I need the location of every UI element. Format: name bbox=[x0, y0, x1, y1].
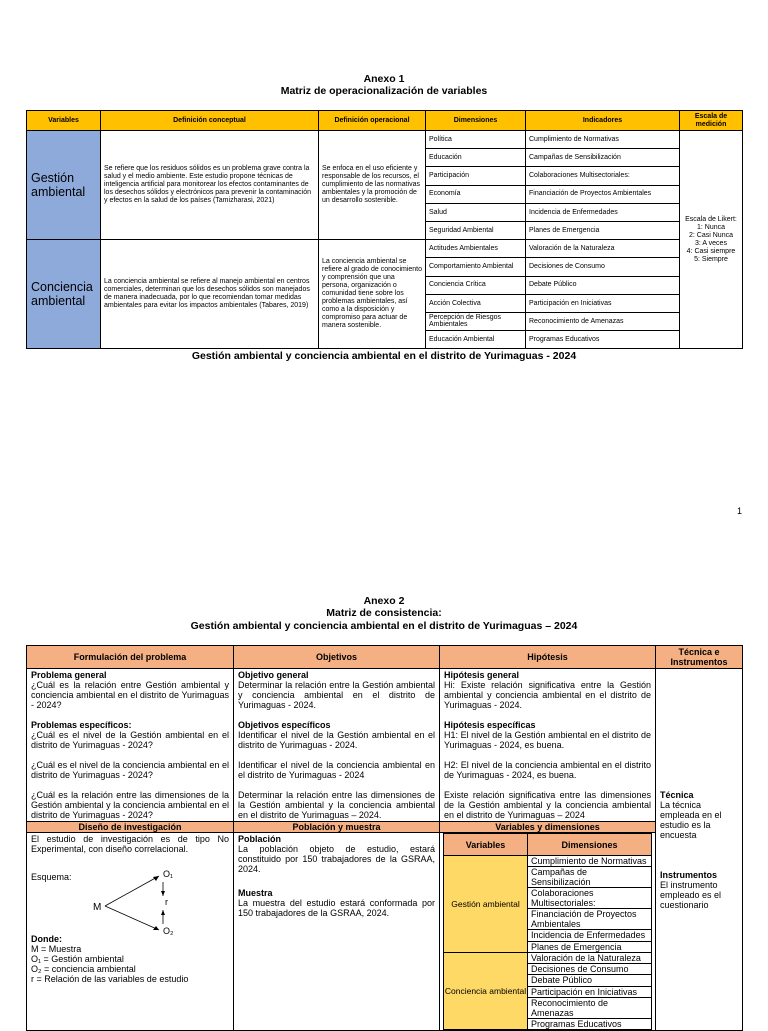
hypothesis-specific: H1: El nivel de la Gestión ambiental en el distrito de Yurimaguas - 2024, es buena. bbox=[444, 730, 651, 750]
hypothesis-specific: H2: El nivel de la conciencia ambiental en el distrito de Yurimaguas - 2024, es buena. bbox=[444, 760, 651, 780]
population-cell bbox=[234, 833, 440, 1031]
technique-text: La técnica empleada en el estudio es la encuesta bbox=[660, 799, 722, 840]
indicator-cell: Valoración de la Naturaleza bbox=[526, 240, 680, 258]
diagram-o2: O₂ bbox=[163, 926, 174, 936]
hypothesis-cell bbox=[440, 669, 656, 822]
problem-general: ¿Cuál es la relación entre Gestión ambiental y conciencia ambiental en el distrito de Yurimaguas - 2024? bbox=[31, 680, 229, 710]
mini-dimension: Financiación de Proyectos Ambientales bbox=[528, 909, 652, 930]
objectives-cell bbox=[234, 669, 440, 822]
legend-line: r = Relación de las variables de estudio bbox=[31, 974, 189, 984]
indicator-cell: Incidencia de Enfermedades bbox=[526, 203, 680, 221]
instruments-text: El instrumento empleado es el cuestionario bbox=[660, 879, 722, 910]
dimension-cell: Economía bbox=[426, 185, 526, 203]
dimension-cell: Actitudes Ambientales bbox=[426, 240, 526, 258]
operational-definition: La conciencia ambiental se refiere al grado de conocimiento y comprensión que una persona, organización o comunidad tiene sobre los problemas ambientales, así como a la disposición y compromiso para actuar de manera sostenible. bbox=[319, 240, 426, 349]
indicator-cell: Colaboraciones Multisectoriales: bbox=[526, 167, 680, 185]
problem-specific: ¿Cuál es la relación entre las dimensiones de la Gestión ambiental y la conciencia ambiental en el distrito de Yurimaguas - 2024? bbox=[31, 790, 229, 820]
header-hypothesis: Hipótesis bbox=[440, 646, 656, 669]
dimension-cell: Política bbox=[426, 131, 526, 149]
scheme-label: Esquema: bbox=[31, 872, 72, 882]
diagram-m: M bbox=[93, 902, 102, 913]
header-objectives: Objetivos bbox=[234, 646, 440, 669]
vardim-cell bbox=[440, 833, 656, 1031]
dimension-cell: Percepción de Riesgos Ambientales bbox=[426, 312, 526, 330]
header-variables: Variables bbox=[27, 111, 101, 131]
diagram-r: r bbox=[165, 897, 168, 907]
annex1-title: Matriz de operacionalización de variables bbox=[280, 85, 488, 97]
legend-line: M = Muestra bbox=[31, 944, 82, 954]
scale-line: 4: Casi siempre bbox=[686, 247, 736, 255]
dimension-cell: Conciencia Crítica bbox=[426, 276, 526, 294]
page-annex-2 bbox=[0, 545, 768, 1030]
scale-line: 3: A veces bbox=[695, 239, 727, 247]
objective-specific: Identificar el nivel de la Gestión ambiental en el distrito de Yurimaguas - 2024. bbox=[238, 730, 435, 750]
dimension-cell: Seguridad Ambiental bbox=[426, 221, 526, 239]
dimension-cell: Salud bbox=[426, 203, 526, 221]
objective-general-heading: Objetivo general bbox=[238, 670, 309, 680]
header-scale: Escala de medición bbox=[680, 111, 743, 131]
mini-dimension: Valoración de la Naturaleza bbox=[528, 952, 652, 963]
design-text: El estudio de investigación es de tipo No Experimental, con diseño correlacional. bbox=[31, 834, 229, 854]
dimension-cell: Educación Ambiental bbox=[426, 331, 526, 349]
objective-specific-heading: Objetivos específicos bbox=[238, 720, 331, 730]
scale-line: 5: Siempre bbox=[694, 255, 728, 263]
col-variables: Variables bbox=[444, 834, 528, 856]
instruments-heading: Instrumentos bbox=[660, 869, 718, 880]
indicator-cell: Reconocimiento de Amenazas bbox=[526, 312, 680, 330]
mini-dimension: Campañas de Sensibilización bbox=[528, 867, 652, 888]
indicator-cell: Decisiones de Consumo bbox=[526, 258, 680, 276]
objective-specific: Identificar el nivel de la conciencia ambiental en el distrito de Yurimaguas - 2024 bbox=[238, 760, 435, 780]
population-text: La población objeto de estudio, estará constituido por 150 trabajadores de la GSRAA, 2024. bbox=[238, 844, 435, 874]
dimension-cell: Educación bbox=[426, 149, 526, 167]
indicator-cell: Debate Público bbox=[526, 276, 680, 294]
annex2-subtitle: Gestión ambiental y conciencia ambiental en el distrito de Yurimaguas – 2024 bbox=[190, 620, 578, 632]
mini-dimension: Participación en Iniciativas bbox=[528, 986, 652, 997]
population-heading: Población bbox=[238, 834, 282, 844]
problem-specific-heading: Problemas específicos: bbox=[31, 720, 132, 730]
mini-dimension: Programas Educativos bbox=[528, 1019, 652, 1030]
mini-dimension: Reconocimiento de Amenazas bbox=[528, 998, 652, 1019]
mini-variable-conciencia: Conciencia ambiental bbox=[444, 952, 528, 1029]
design-cell bbox=[27, 833, 234, 1031]
scale-line: 1: Nunca bbox=[696, 223, 726, 231]
hypothesis-general-heading: Hipótesis general bbox=[444, 670, 520, 680]
legend-line: O₂ = conciencia ambiental bbox=[31, 964, 136, 974]
hypothesis-general: Hi: Existe relación significativa entre la Gestión ambiental y conciencia ambiental en el distrito de Yurimaguas - 2024. bbox=[444, 680, 651, 710]
vardim-table bbox=[443, 833, 652, 1030]
where-heading: Donde: bbox=[31, 934, 62, 944]
page-number: 1 bbox=[736, 506, 742, 516]
header-technique: Técnica e Instrumentos bbox=[656, 646, 743, 669]
indicator-cell: Campañas de Sensibilización bbox=[526, 149, 680, 167]
conceptual-definition: La conciencia ambiental se refiere al manejo ambiental en centros comerciales, determinan que los desechos sólidos son manejados de manera inadecuada, por lo que recomiendan tomar medidas ambientales para evitar los impactos ambientales (Tabares, 2019) bbox=[101, 240, 319, 349]
mini-dimension: Cumplimiento de Normativas bbox=[528, 856, 652, 867]
header-problem: Formulación del problema bbox=[27, 646, 234, 669]
technique-cell bbox=[656, 669, 743, 1031]
vardim-header: Variables y dimensiones bbox=[440, 822, 656, 833]
annex2-label: Anexo 2 bbox=[363, 595, 405, 607]
problem-specific: ¿Cuál es el nivel de la Gestión ambiental en el distrito de Yurimaguas - 2024? bbox=[31, 730, 229, 750]
indicator-cell: Cumplimiento de Normativas bbox=[526, 131, 680, 149]
mini-dimension: Decisiones de Consumo bbox=[528, 964, 652, 975]
problem-general-heading: Problema general bbox=[31, 670, 107, 680]
design-header: Diseño de investigación bbox=[27, 822, 234, 833]
col-dimensions: Dimensiones bbox=[528, 834, 652, 856]
sample-text: La muestra del estudio estará conformada por 150 trabajadores de la GSRAA, 2024. bbox=[238, 898, 435, 918]
dimension-cell: Comportamiento Ambiental bbox=[426, 258, 526, 276]
hypothesis-specific-heading: Hipótesis específicas bbox=[444, 720, 536, 730]
variable-conciencia-ambiental: Conciencia ambiental bbox=[27, 240, 101, 349]
objective-specific: Determinar la relación entre las dimensiones de la Gestión ambiental y la conciencia ambiental en el distrito de Yurimaguas – 2024. bbox=[238, 790, 435, 820]
legend-line: O₁ = Gestión ambiental bbox=[31, 954, 124, 964]
indicator-cell: Planes de Emergencia bbox=[526, 221, 680, 239]
scale-line: Escala de Likert: bbox=[685, 215, 737, 223]
header-conceptual: Definición conceptual bbox=[101, 111, 319, 131]
mini-dimension: Planes de Emergencia bbox=[528, 941, 652, 952]
mini-dimension: Debate Público bbox=[528, 975, 652, 986]
scale-line: 2: Casi Nunca bbox=[689, 231, 733, 239]
header-indicators: Indicadores bbox=[526, 111, 680, 131]
population-header: Población y muestra bbox=[234, 822, 440, 833]
indicator-cell: Participación en Iniciativas bbox=[526, 294, 680, 312]
annex2-title: Matriz de consistencia: bbox=[326, 607, 442, 619]
diagram-arrows bbox=[91, 869, 211, 936]
variable-gestion-ambiental: Gestión ambiental bbox=[27, 131, 101, 240]
header-dimensions: Dimensiones bbox=[426, 111, 526, 131]
dimension-cell: Participación bbox=[426, 167, 526, 185]
operational-definition: Se enfoca en el uso eficiente y responsable de los recursos, el cumplimiento de las normativas ambientales y la promoción de un desarrollo sostenible. bbox=[319, 131, 426, 240]
problem-cell bbox=[27, 669, 234, 822]
sample-heading: Muestra bbox=[238, 888, 273, 898]
operationalization-table bbox=[26, 110, 743, 349]
consistency-table bbox=[26, 645, 743, 1031]
diagram-o1: O₁ bbox=[163, 869, 174, 879]
likert-scale bbox=[680, 131, 743, 349]
header-operational: Definición operacional bbox=[319, 111, 426, 131]
technique-heading: Técnica bbox=[660, 789, 694, 800]
annex1-subtitle: Gestión ambiental y conciencia ambiental en el distrito de Yurimaguas - 2024 bbox=[191, 350, 577, 362]
mini-variable-gestion: Gestión ambiental bbox=[444, 856, 528, 953]
problem-specific: ¿Cuál es el nivel de la conciencia ambiental en el distrito de Yurimaguas - 2024? bbox=[31, 760, 229, 780]
dimension-cell: Acción Colectiva bbox=[426, 294, 526, 312]
objective-general: Determinar la relación entre la Gestión ambiental y conciencia ambiental en el distrito de Yurimaguas - 2024. bbox=[238, 680, 435, 710]
indicator-cell: Financiación de Proyectos Ambientales bbox=[526, 185, 680, 203]
hypothesis-specific: Existe relación significativa entre las dimensiones de la Gestión ambiental y la conciencia ambiental en el distrito de Yurimaguas – 2024 bbox=[444, 790, 651, 820]
mini-dimension: Incidencia de Enfermedades bbox=[528, 930, 652, 941]
correlational-diagram bbox=[31, 869, 229, 936]
indicator-cell: Programas Educativos bbox=[526, 331, 680, 349]
conceptual-definition: Se refiere que los residuos sólidos es un problema grave contra la salud y el medio ambiente. Este estudio propone técnicas de inteligencia artificial para monitorear los efectos contaminantes de los desechos sólidos y electrónicos para prevenir la contaminación y efectos en la salud de los países (Tamizharasi, 2021) bbox=[101, 131, 319, 240]
mini-dimension: Colaboraciones Multisectoriales: bbox=[528, 888, 652, 909]
annex1-label: Anexo 1 bbox=[363, 73, 405, 85]
